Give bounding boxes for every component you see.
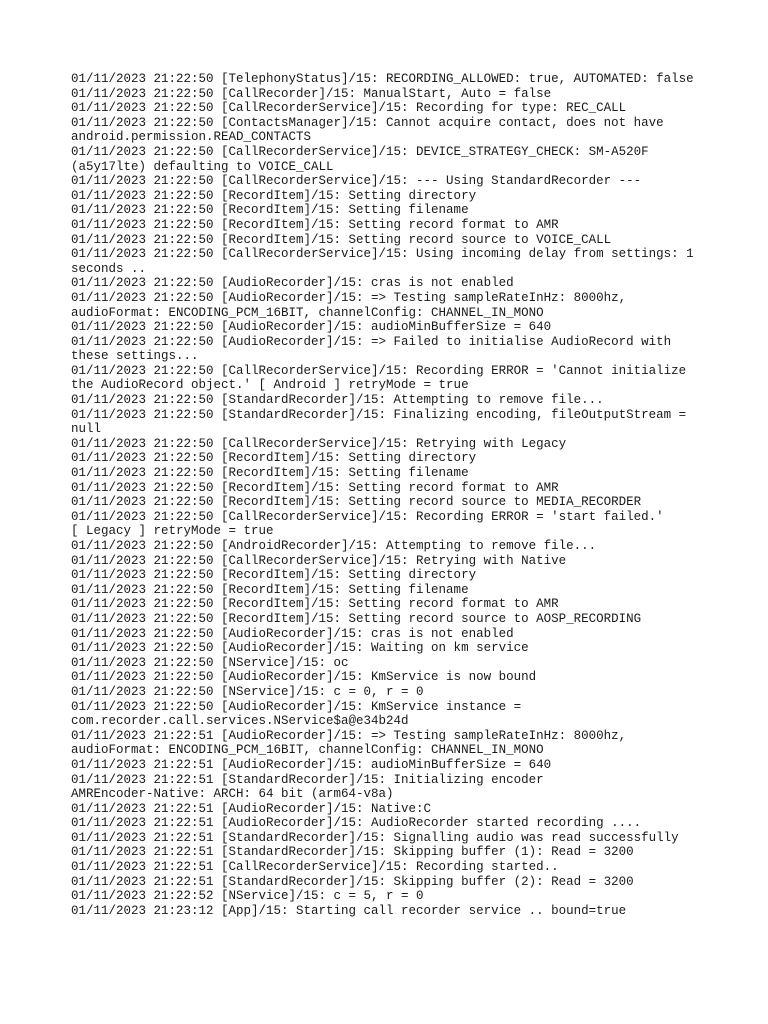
log-line: AMREncoder-Native: ARCH: 64 bit (arm64-v8a) bbox=[71, 787, 394, 802]
log-line: (a5y17lte) defaulting to VOICE_CALL bbox=[71, 159, 334, 174]
log-line: 01/11/2023 21:22:50 [StandardRecorder]/15: Finalizing encoding, fileOutputStream = bbox=[71, 407, 687, 422]
log-line: 01/11/2023 21:22:50 [CallRecorderService]/15: Recording for type: REC_CALL bbox=[71, 101, 627, 116]
log-line: 01/11/2023 21:22:50 [RecordItem]/15: Setting record source to MEDIA_RECORDER bbox=[71, 495, 642, 510]
log-line: 01/11/2023 21:22:50 [AudioRecorder]/15: => Failed to initialise AudioRecord with bbox=[71, 334, 672, 349]
log-line: 01/11/2023 21:22:50 [RecordItem]/15: Setting directory bbox=[71, 188, 477, 203]
log-line: 01/11/2023 21:22:50 [AudioRecorder]/15: cras is not enabled bbox=[71, 626, 514, 641]
log-line: 01/11/2023 21:22:50 [RecordItem]/15: Setting directory bbox=[71, 451, 477, 466]
log-line: android.permission.READ_CONTACTS bbox=[71, 130, 312, 145]
log-line: 01/11/2023 21:22:50 [AudioRecorder]/15: KmService is now bound bbox=[71, 670, 537, 685]
log-line: 01/11/2023 21:22:51 [StandardRecorder]/15: Signalling audio was read successfully bbox=[71, 830, 679, 845]
log-line: 01/11/2023 21:22:50 [ContactsManager]/15: Cannot acquire contact, does not have bbox=[71, 115, 664, 130]
log-line: 01/11/2023 21:22:50 [AudioRecorder]/15: cras is not enabled bbox=[71, 276, 514, 291]
log-line: 01/11/2023 21:22:50 [AudioRecorder]/15: => Testing sampleRateInHz: 8000hz, bbox=[71, 290, 627, 305]
log-line: 01/11/2023 21:22:52 [NService]/15: c = 5, r = 0 bbox=[71, 889, 424, 904]
log-line: 01/11/2023 21:22:50 [TelephonyStatus]/15: RECORDING_ALLOWED: true, AUTOMATED: false bbox=[71, 72, 694, 86]
log-line: audioFormat: ENCODING_PCM_16BIT, channelConfig: CHANNEL_IN_MONO bbox=[71, 305, 544, 320]
log-line: 01/11/2023 21:22:51 [StandardRecorder]/15: Skipping buffer (1): Read = 3200 bbox=[71, 845, 634, 860]
log-line: 01/11/2023 21:22:50 [RecordItem]/15: Setting record format to AMR bbox=[71, 480, 559, 495]
log-line: 01/11/2023 21:22:51 [AudioRecorder]/15: Native:C bbox=[71, 801, 432, 816]
log-line: these settings... bbox=[71, 349, 199, 364]
log-line: 01/11/2023 21:22:50 [CallRecorder]/15: ManualStart, Auto = false bbox=[71, 86, 552, 101]
log-line: 01/11/2023 21:22:50 [CallRecorderService]/15: Recording ERROR = 'Cannot initialize bbox=[71, 363, 687, 378]
log-line: audioFormat: ENCODING_PCM_16BIT, channelConfig: CHANNEL_IN_MONO bbox=[71, 743, 544, 758]
log-line: 01/11/2023 21:22:51 [CallRecorderService]/15: Recording started.. bbox=[71, 860, 559, 875]
log-line: 01/11/2023 21:22:50 [CallRecorderService]/15: Using incoming delay from settings: 1 bbox=[71, 247, 694, 262]
log-line: 01/11/2023 21:22:50 [NService]/15: c = 0, r = 0 bbox=[71, 684, 424, 699]
log-line: com.recorder.call.services.NService$a@e34b24d bbox=[71, 714, 409, 729]
log-line: 01/11/2023 21:22:51 [AudioRecorder]/15: AudioRecorder started recording .... bbox=[71, 816, 642, 831]
log-line: 01/11/2023 21:22:50 [RecordItem]/15: Setting record source to AOSP_RECORDING bbox=[71, 611, 642, 626]
log-line: null bbox=[71, 422, 102, 437]
log-line: 01/11/2023 21:22:50 [CallRecorderService]/15: Recording ERROR = 'start failed.' bbox=[71, 509, 664, 524]
log-line: 01/11/2023 21:22:50 [NService]/15: oc bbox=[71, 655, 349, 670]
log-line: 01/11/2023 21:22:50 [RecordItem]/15: Setting record format to AMR bbox=[71, 597, 559, 612]
log-line: 01/11/2023 21:22:50 [RecordItem]/15: Setting directory bbox=[71, 568, 477, 583]
log-line: 01/11/2023 21:23:12 [App]/15: Starting call recorder service .. bound=true bbox=[71, 903, 627, 918]
log-line: 01/11/2023 21:22:50 [AudioRecorder]/15: KmService instance = bbox=[71, 699, 522, 714]
log-line: 01/11/2023 21:22:50 [AndroidRecorder]/15: Attempting to remove file... bbox=[71, 539, 597, 553]
log-line: 01/11/2023 21:22:50 [RecordItem]/15: Setting record format to AMR bbox=[71, 217, 559, 232]
log-line: 01/11/2023 21:22:50 [CallRecorderService]/15: DEVICE_STRATEGY_CHECK: SM-A520F bbox=[71, 144, 649, 159]
log-line: 01/11/2023 21:22:50 [StandardRecorder]/15: Attempting to remove file... bbox=[71, 393, 604, 408]
log-line: 01/11/2023 21:22:50 [RecordItem]/15: Setting filename bbox=[71, 466, 469, 481]
log-line: seconds .. bbox=[71, 261, 147, 276]
log-line: 01/11/2023 21:22:51 [StandardRecorder]/15: Initializing encoder bbox=[71, 772, 544, 787]
log-line: 01/11/2023 21:22:50 [RecordItem]/15: Setting filename bbox=[71, 203, 469, 218]
log-line: 01/11/2023 21:22:50 [CallRecorderService]/15: Retrying with Legacy bbox=[71, 436, 567, 451]
log-line: 01/11/2023 21:22:51 [StandardRecorder]/15: Skipping buffer (2): Read = 3200 bbox=[71, 874, 634, 889]
log-line: 01/11/2023 21:22:50 [RecordItem]/15: Setting filename bbox=[71, 582, 469, 597]
log-document bbox=[71, 72, 711, 918]
log-line: 01/11/2023 21:22:50 [AudioRecorder]/15: Waiting on km service bbox=[71, 641, 529, 656]
log-line: 01/11/2023 21:22:51 [AudioRecorder]/15: => Testing sampleRateInHz: 8000hz, bbox=[71, 728, 627, 743]
log-line: 01/11/2023 21:22:50 [RecordItem]/15: Setting record source to VOICE_CALL bbox=[71, 232, 612, 247]
log-line: 01/11/2023 21:22:50 [CallRecorderService]/15: Retrying with Native bbox=[71, 553, 567, 568]
log-line: 01/11/2023 21:22:50 [CallRecorderService]/15: --- Using StandardRecorder --- bbox=[71, 174, 642, 189]
log-line: [ Legacy ] retryMode = true bbox=[71, 524, 274, 539]
log-line: 01/11/2023 21:22:51 [AudioRecorder]/15: audioMinBufferSize = 640 bbox=[71, 757, 552, 772]
log-line: the AudioRecord object.' [ Android ] retryMode = true bbox=[71, 378, 469, 393]
log-line: 01/11/2023 21:22:50 [AudioRecorder]/15: audioMinBufferSize = 640 bbox=[71, 320, 552, 335]
